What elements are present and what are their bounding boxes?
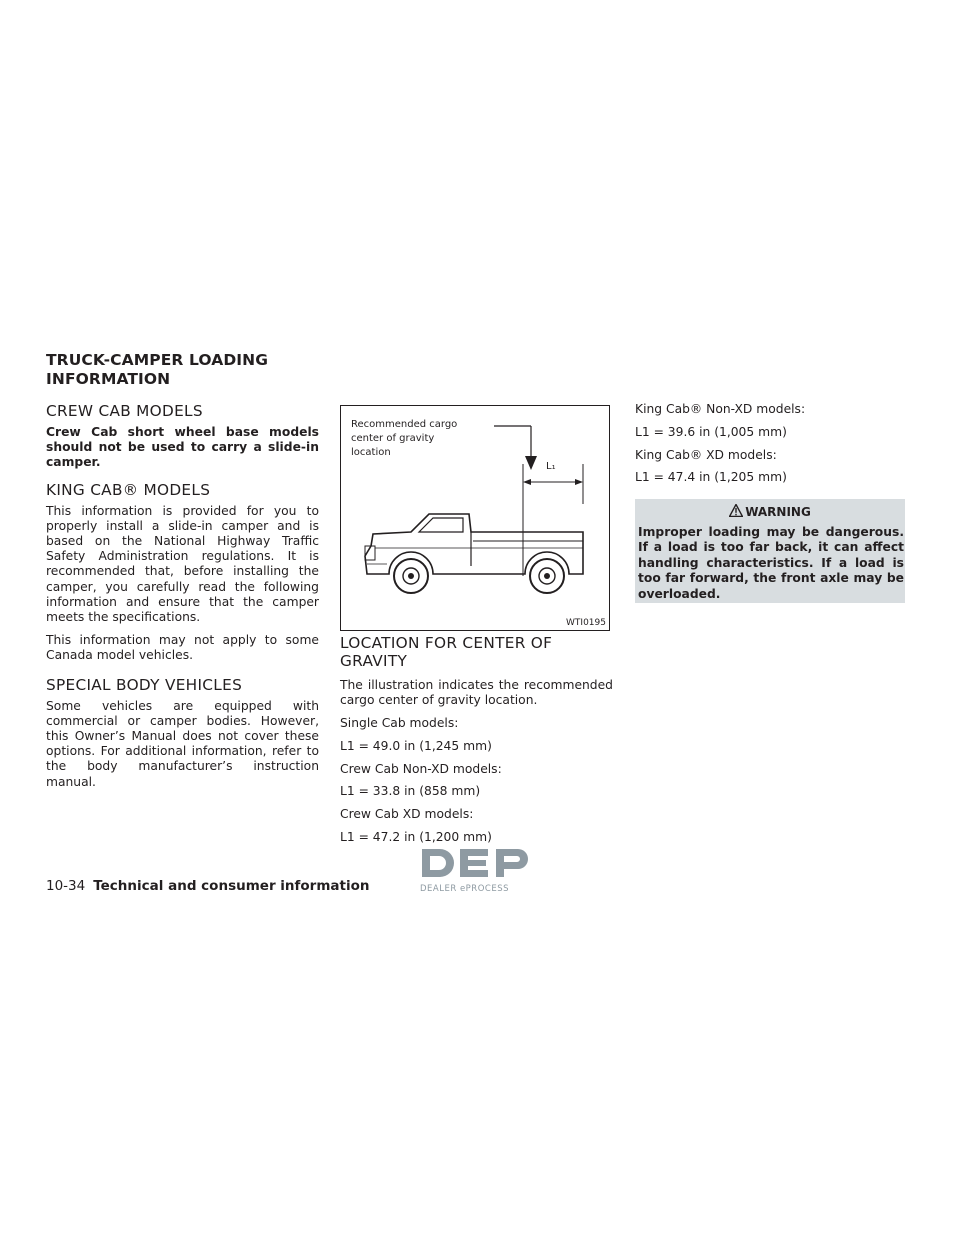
crew-cab-heading: CREW CAB MODELS <box>46 402 203 420</box>
section-title-line-1: TRUCK-CAMPER LOADING <box>46 351 269 369</box>
heading-line: GRAVITY <box>340 652 408 670</box>
spec-line: L1 = 39.6 in (1,005 mm) <box>635 424 787 439</box>
special-body-heading: SPECIAL BODY VEHICLES <box>46 675 243 694</box>
spec-line: Crew Cab XD models: <box>340 807 474 822</box>
cargo-gravity-figure <box>340 405 610 631</box>
heading-line: LOCATION FOR CENTER OF <box>340 634 553 652</box>
dealer-eprocess-logo <box>416 845 544 895</box>
center-of-gravity-heading <box>340 634 613 670</box>
section-title <box>46 351 326 389</box>
spec-line: King Cab® Non-XD models: <box>635 402 806 416</box>
spec-line: King Cab® XD models: <box>635 447 777 462</box>
figure-caption <box>351 418 457 460</box>
figure-caption-line: location <box>351 447 391 458</box>
spec-line: L1 = 47.4 in (1,205 mm) <box>635 470 787 485</box>
warning-text: Improper loading may be dangerous. If a load is too far back, it can affect handling characteristics. If a load is too far forward, the front axle may be overloaded. <box>638 525 904 601</box>
section-title-line-2: INFORMATION <box>46 370 171 388</box>
figure-code: WTI0195 <box>566 618 606 628</box>
page-section: Technical and consumer information <box>93 878 370 894</box>
column-3 <box>635 402 905 493</box>
spec-line: L1 = 33.8 in (858 mm) <box>340 784 481 799</box>
crew-cab-text: Crew Cab short wheel base models should not be used to carry a slide-in camper. <box>46 425 319 470</box>
warning-heading-text: WARNING <box>745 505 811 519</box>
warning-box <box>635 499 905 603</box>
page-footer <box>46 878 369 894</box>
spec-line: Single Cab models: <box>340 716 459 730</box>
logo-subtext: DEALER ePROCESS <box>420 884 509 894</box>
column-2 <box>340 634 613 853</box>
warning-heading <box>635 504 905 519</box>
warning-icon <box>729 504 743 517</box>
column-1 <box>46 402 319 798</box>
center-of-gravity-intro: The illustration indicates the recommended cargo center of gravity location. <box>340 678 613 708</box>
king-cab-text-2: This information may not apply to some Canada model vehicles. <box>46 633 319 663</box>
king-cab-text-1: This information is provided for you to properly install a slide-in camper and is based on the National Highway Traffic Safety Administration regulations. It is recommended that, before installing the camper, you carefully read the following information and ensure that the camper meets the specifications. <box>46 503 319 625</box>
special-body-text: Some vehicles are equipped with commercial or camper bodies. However, this Owner’s Manual does not cover these options. For additional information, refer to the body manufacturer’s instruction manual. <box>46 698 319 789</box>
figure-caption-line: Recommended cargo <box>351 419 458 430</box>
spec-line: L1 = 49.0 in (1,245 mm) <box>340 738 492 753</box>
king-cab-heading: KING CAB® MODELS <box>46 480 211 499</box>
spec-line: L1 = 47.2 in (1,200 mm) <box>340 829 492 844</box>
page-number: 10-34 <box>46 878 86 894</box>
spec-line: Crew Cab Non-XD models: <box>340 761 502 776</box>
l1-dimension-label: L₁ <box>546 461 556 472</box>
figure-caption-line: center of gravity <box>351 433 435 444</box>
